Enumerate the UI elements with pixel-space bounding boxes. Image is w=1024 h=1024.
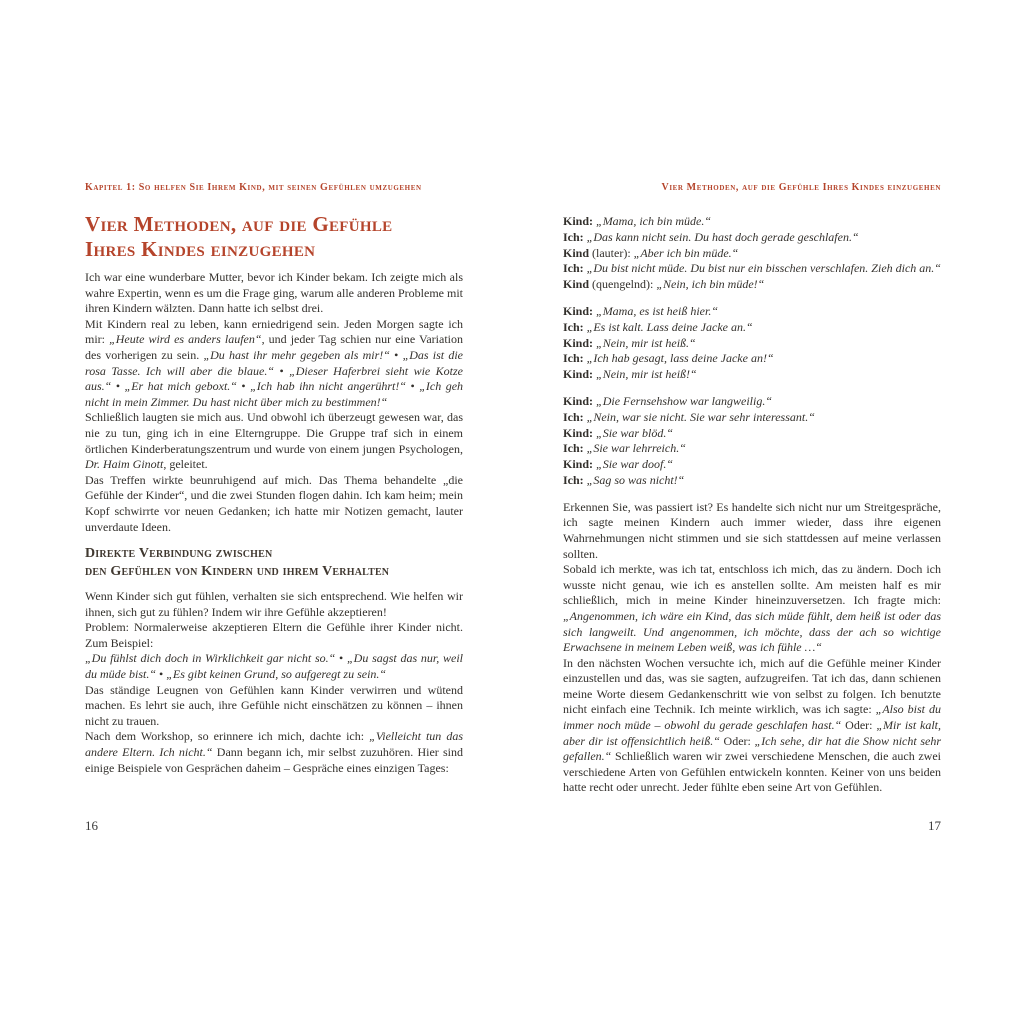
text-run: , und jeder Tag schien nur eine Variation des vorherigen zu sein. bbox=[85, 332, 464, 362]
text-run: „Mama, es ist heiß hier.“ bbox=[596, 303, 719, 318]
text-run: • bbox=[335, 651, 347, 666]
text-run: Ich: bbox=[563, 351, 587, 366]
paragraph bbox=[563, 562, 941, 656]
paragraph bbox=[563, 500, 941, 562]
text-run: „Vielleicht tun das andere Eltern. Ich nicht.“ bbox=[85, 729, 463, 760]
text-run: „Sie war blöd.“ bbox=[596, 425, 674, 440]
paragraph bbox=[85, 473, 463, 535]
text-run: „Nein, war sie nicht. Sie war sehr interessant.“ bbox=[586, 409, 815, 424]
text-run: Ich: bbox=[563, 229, 587, 244]
text-run: „Aber ich bin müde.“ bbox=[633, 245, 739, 260]
text-run: Oder: bbox=[719, 733, 755, 748]
dialogue-line bbox=[563, 473, 941, 489]
page-left bbox=[85, 0, 463, 1024]
text-run: Kind bbox=[563, 245, 593, 260]
text-run: Kind: bbox=[563, 367, 597, 382]
text-run: Ich: bbox=[563, 409, 587, 424]
page-left-body bbox=[85, 270, 463, 776]
text-run: Das Treffen wirkte beunruhigend auf mich. Das Thema behandelte „die Gefühle der Kinder“, und die zwei Stunden flogen dahin. Ich kam heim; mein Kopf schwirrte vor neuen Gedanken; ich hatte mir Notizen gemacht, lauter unverdaute Ideen. bbox=[85, 472, 463, 534]
text-run: Kind: bbox=[563, 214, 597, 228]
text-run: „Sag so was nicht!“ bbox=[586, 472, 685, 487]
dialogue-line bbox=[563, 261, 941, 277]
text-run: • bbox=[406, 379, 420, 394]
text-run: „Ich hab ihn nicht angerührt!“ bbox=[250, 379, 407, 394]
text-run: Ich: bbox=[563, 319, 587, 334]
paragraph bbox=[85, 683, 463, 730]
page-right bbox=[563, 0, 941, 1024]
text-run: „Ich sehe, dir hat die Show nicht sehr gefallen.“ bbox=[563, 733, 941, 764]
section-title bbox=[85, 212, 392, 262]
text-run: „Nein, ich bin müde!“ bbox=[656, 277, 765, 292]
text-run: (lauter): bbox=[592, 245, 634, 260]
dialogue-line bbox=[563, 426, 941, 442]
text-run: „Nein, mir ist heiß.“ bbox=[596, 335, 696, 350]
text-run: „Es gibt keinen Grund, so aufgeregt zu sein.“ bbox=[166, 667, 387, 682]
text-run: Ich: bbox=[563, 261, 587, 276]
text-run: „Angenommen, ich wäre ein Kind, das sich müde fühlt, dem heiß ist oder das sich langweilt. Und angenommen, ich möchte, dass der ach so wichtige Erwachsene in meinem Leben weiß, was ich fühle …“ bbox=[563, 608, 941, 655]
dialogue-line bbox=[563, 351, 941, 367]
text-run: Oder: bbox=[841, 718, 877, 733]
text-run: „Das kann nicht sein. Du hast doch gerade geschlafen.“ bbox=[586, 229, 859, 244]
dialogue-line bbox=[563, 394, 941, 410]
text-run: In den nächsten Wochen versuchte ich, mich auf die Gefühle meiner Kinder einzustellen und das, was sie sagten, aufzugreifen. Tat ich das, dann schienen meine Worte diesem Gedankenschritt wie von selbst zu folgen. Ich benutzte nicht einfach eine Technik. Ich meinte wirklich, was ich sagte: bbox=[563, 655, 941, 717]
page-number-right: 17 bbox=[928, 818, 941, 833]
text-run: Dr. Haim Ginott bbox=[85, 457, 164, 472]
dialogue-line bbox=[563, 214, 941, 230]
text-run: Dann begann ich, mir selbst zuzuhören. Hier sind einige Beispiele von Gesprächen daheim – Gespräche eines einzigen Tages: bbox=[85, 745, 463, 775]
text-run: Mit Kindern real zu leben, kann erniedrigend sein. Jeden Morgen sagte ich mir: bbox=[85, 316, 463, 347]
text-run: Ich: bbox=[563, 441, 587, 456]
paragraph bbox=[85, 589, 463, 620]
text-run: „Er hat mich geboxt.“ bbox=[124, 379, 237, 394]
text-run: „Sie war doof.“ bbox=[596, 457, 674, 472]
text-run: „Ich geh nicht in mein Zimmer. Du hast nicht über mich zu bestimmen!“ bbox=[85, 379, 464, 409]
text-run: • bbox=[236, 379, 251, 394]
page-number-left: 16 bbox=[85, 818, 98, 833]
text-run: • bbox=[111, 379, 125, 394]
dialogue-group bbox=[563, 214, 941, 293]
text-run: „Die Fernsehshow war langweilig.“ bbox=[596, 393, 773, 408]
section-subheading bbox=[85, 545, 463, 580]
text-run: Kind bbox=[563, 277, 593, 292]
running-header-right: Vier Methoden, auf die Gefühle Ihres Kindes einzugehen bbox=[661, 182, 941, 193]
subheading-line: Direkte Verbindung zwischen bbox=[85, 546, 273, 562]
dialogue-line bbox=[563, 230, 941, 246]
text-run: Schließlich laugten sie mich aus. Und obwohl ich überzeugt gewesen war, das nie zu tun, ging ich in eine Elterngruppe. Die Gruppe traf sich in einem örtlichen Kinderberatungszentrum und wurde von einem jungen Psychologen, bbox=[85, 410, 463, 456]
text-run: Wenn Kinder sich gut fühlen, verhalten sie sich entsprechend. Wie helfen wir ihnen, sich gut zu fühlen? Indem wir ihre Gefühle akzeptieren! bbox=[85, 589, 463, 619]
dialogue-line bbox=[563, 441, 941, 457]
dialogue-line bbox=[563, 277, 941, 293]
text-run: „Du fühlst dich doch in Wirklichkeit gar nicht so.“ bbox=[85, 651, 336, 666]
dialogue-line bbox=[563, 304, 941, 320]
text-run: Ich war eine wunderbare Mutter, bevor ich Kinder bekam. Ich zeigte mich als wahre Expertin, wenn es um die Frage ging, warum alle anderen Probleme mit ihren Kindern wälzten. Dann hatte ich selbst drei. bbox=[85, 270, 463, 316]
dialogue-line bbox=[563, 410, 941, 426]
text-run: „Nein, mir ist heiß!“ bbox=[596, 367, 697, 382]
text-run: „Du sagst das nur, weil du müde bist.“ bbox=[85, 651, 464, 682]
paragraph bbox=[85, 620, 463, 651]
dialogue-line bbox=[563, 246, 941, 262]
text-run: Kind: bbox=[563, 393, 597, 408]
text-run: Kind: bbox=[563, 457, 597, 472]
text-run: „Es ist kalt. Lass deine Jacke an.“ bbox=[586, 319, 753, 334]
paragraph bbox=[85, 410, 463, 472]
text-run: Schließlich waren wir zwei verschiedene Menschen, die auch zwei verschiedene Arten von Gefühlen entwickeln konnten. Keiner von uns beiden hatte recht oder unrecht. Jeder fühlte eben seine Art von Gefühlen. bbox=[563, 749, 941, 795]
text-run: „Das ist die rosa Tasse. Ich will aber die blaue.“ bbox=[85, 347, 463, 378]
text-run: Kind: bbox=[563, 425, 597, 440]
dialogue-group bbox=[563, 304, 941, 383]
dialogue-group bbox=[563, 394, 941, 489]
text-run: „Mir ist kalt, aber dir ist offensichtlich heiß.“ bbox=[563, 718, 941, 748]
text-run: Problem: Normalerweise akzeptieren Eltern die Gefühle ihrer Kinder nicht. Zum Beispiel: bbox=[85, 620, 463, 650]
text-run: Kind: bbox=[563, 303, 597, 318]
text-run: • bbox=[274, 363, 290, 378]
text-run: „Dieser Haferbrei sieht wie Kotze aus.“ bbox=[85, 363, 463, 394]
text-run: „Ich hab gesagt, lass deine Jacke an!“ bbox=[586, 351, 774, 366]
text-run: „Heute wird es anders laufen“ bbox=[109, 332, 262, 347]
text-run: Erkennen Sie, was passiert ist? Es handelte sich nicht nur um Streitgespräche, ich sagte meinen Kindern auch immer wieder, dass ihre eigenen Wahrnehmungen nicht stimmen und sie sich stattdessen auf meine verlassen sollten. bbox=[563, 499, 941, 561]
text-run: „Du bist nicht müde. Du bist nur ein bisschen verschlafen. Zieh dich an.“ bbox=[586, 261, 941, 276]
text-run: • bbox=[389, 347, 403, 362]
text-run: „Mama, ich bin müde.“ bbox=[596, 214, 712, 228]
text-run: „Du hast ihr mehr gegeben als mir!“ bbox=[203, 347, 390, 362]
text-run: Sobald ich merkte, was ich tat, entschloss ich mich, das zu ändern. Doch ich wusste nicht genau, wie ich es anstellen sollte. Am meisten half es mir schließlich, mich in meine Kinder hineinzuversetzen. Ich fragte mich: bbox=[563, 562, 941, 608]
text-run: (quengelnd): bbox=[592, 277, 657, 292]
text-run: „Sie war lehrreich.“ bbox=[586, 441, 686, 456]
text-run: Nach dem Workshop, so erinnere ich mich, dachte ich: bbox=[85, 729, 370, 744]
page-right-body bbox=[563, 214, 941, 796]
paragraph bbox=[563, 656, 941, 796]
text-run: , geleitet. bbox=[163, 457, 208, 472]
running-header-left: Kapitel 1: So helfen Sie Ihrem Kind, mit seinen Gefühlen umzugehen bbox=[85, 182, 422, 193]
dialogue-line bbox=[563, 336, 941, 352]
text-run: Das ständige Leugnen von Gefühlen kann Kinder verwirren und wütend machen. Es lehrt sie auch, ihre Gefühle nicht einschätzen zu können – ihnen nicht zu trauen. bbox=[85, 682, 463, 728]
paragraph bbox=[85, 651, 463, 682]
paragraph bbox=[85, 729, 463, 776]
text-run: • bbox=[156, 667, 167, 682]
dialogue-line bbox=[563, 320, 941, 336]
text-run: Ich: bbox=[563, 472, 587, 487]
dialogue-line bbox=[563, 367, 941, 383]
text-run: Kind: bbox=[563, 335, 597, 350]
paragraph bbox=[85, 317, 463, 411]
section-title-line-1: Vier Methoden, auf die Gefühle bbox=[85, 212, 393, 236]
section-title-line-2: Ihres Kindes einzugehen bbox=[85, 237, 316, 261]
dialogue-line bbox=[563, 457, 941, 473]
subheading-line: den Gefühlen von Kindern und ihrem Verhalten bbox=[85, 563, 390, 579]
paragraph bbox=[85, 270, 463, 317]
text-run: „Also bist du immer noch müde – obwohl du gerade geschlafen hast.“ bbox=[563, 702, 941, 733]
